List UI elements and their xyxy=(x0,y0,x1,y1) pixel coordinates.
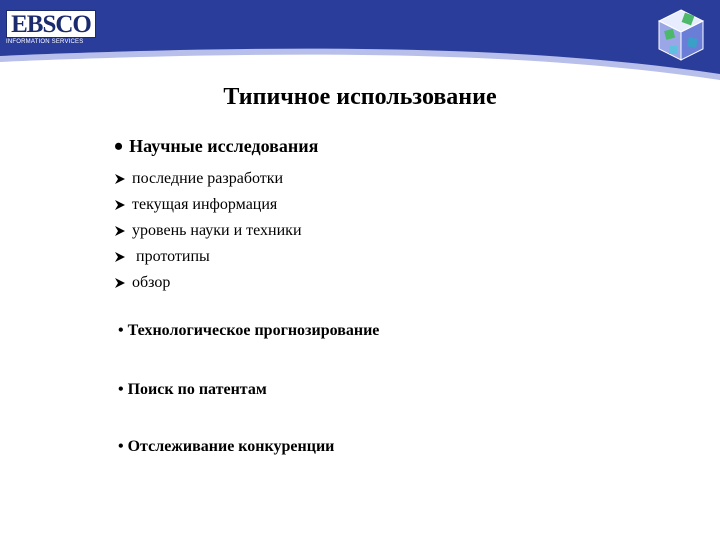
list-item xyxy=(114,192,302,218)
bullet-marker: • xyxy=(118,438,124,455)
arrow-bullet-icon xyxy=(114,173,126,185)
bullet-label: Отслеживание конкуренции xyxy=(127,438,335,455)
sub-bullet-label: уровень науки и техники xyxy=(132,222,302,239)
logo-text: EBSCO xyxy=(6,10,96,38)
arrow-bullet-icon xyxy=(114,251,126,263)
bullet-marker: • xyxy=(118,381,124,398)
main-bullet xyxy=(114,132,318,162)
logo-subtitle: INFORMATION SERVICES xyxy=(6,39,84,45)
cube-icon xyxy=(655,8,707,64)
header-band xyxy=(0,0,720,80)
main-bullet-label: Научные исследования xyxy=(129,136,319,156)
sub-bullet-label: обзор xyxy=(132,274,171,291)
list-item xyxy=(114,218,302,244)
bullet-competitor-tracking xyxy=(118,438,334,456)
bullet-marker: • xyxy=(118,322,124,339)
bullet-label: Поиск по патентам xyxy=(127,381,267,398)
bullet-technology-forecasting xyxy=(118,322,379,340)
bullet-marker: • xyxy=(114,132,124,161)
bullet-patent-search xyxy=(118,381,267,399)
arrow-bullet-icon xyxy=(114,277,126,289)
list-item xyxy=(114,244,302,270)
arrow-bullet-icon xyxy=(114,199,126,211)
ebsco-logo xyxy=(6,10,96,44)
list-item xyxy=(114,270,302,296)
list-item xyxy=(114,166,302,192)
bullet-label: Технологическое прогнозирование xyxy=(127,322,380,339)
slide-title: Типичное использование xyxy=(223,84,497,110)
sub-bullet-label: прототипы xyxy=(132,248,210,265)
sub-bullet-label: последние разработки xyxy=(132,170,284,187)
slide-header xyxy=(0,0,720,80)
sub-bullet-list xyxy=(114,166,302,296)
arrow-bullet-icon xyxy=(114,225,126,237)
sub-bullet-label: текущая информация xyxy=(132,196,278,213)
